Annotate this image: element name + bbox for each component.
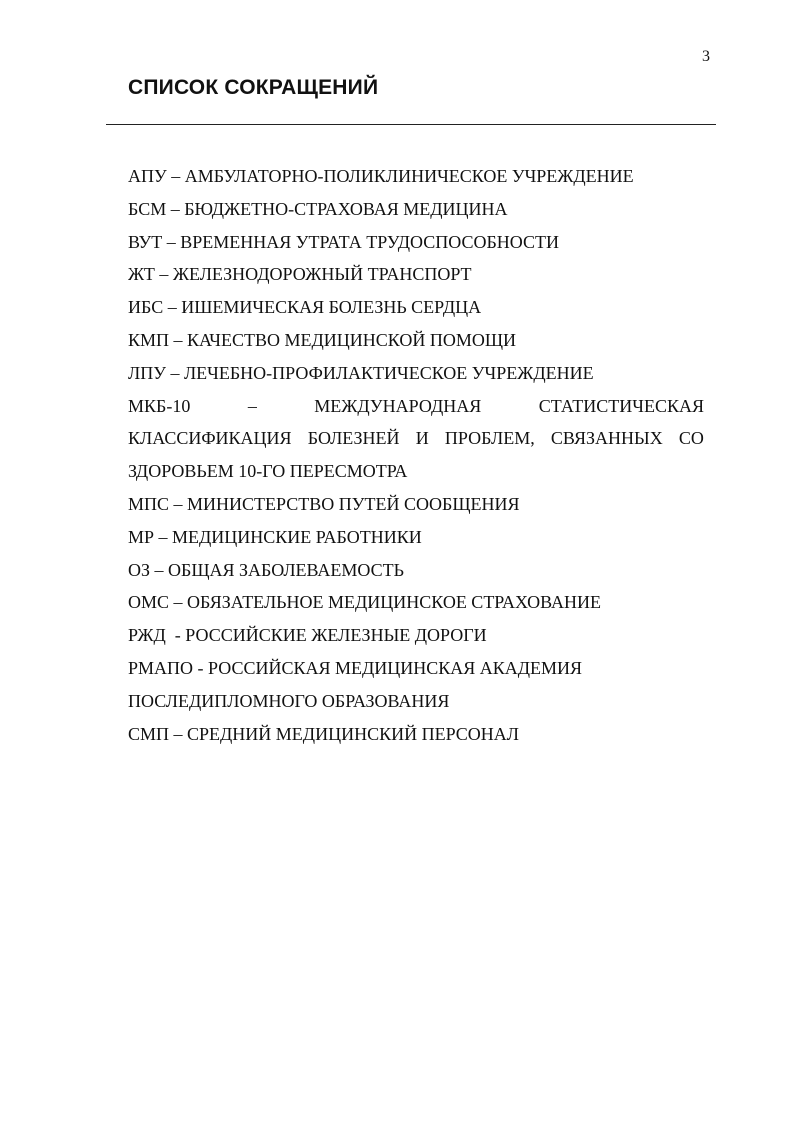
word: КЛАССИФИКАЦИЯ — [128, 428, 292, 449]
abbreviation-entry-mkb-line2 — [128, 422, 704, 455]
abbreviation-list — [128, 160, 704, 750]
word: И — [415, 428, 429, 449]
word: МЕЖДУНАРОДНАЯ — [314, 395, 482, 416]
abbreviation-entry: РЖД - РОССИЙСКИЕ ЖЕЛЕЗНЫЕ ДОРОГИ — [128, 625, 487, 646]
word: – — [247, 395, 257, 416]
title-divider — [106, 124, 716, 125]
abbreviation-entry-continuation: ПОСЛЕДИПЛОМНОГО ОБРАЗОВАНИЯ — [128, 690, 450, 711]
abbreviation-entry: ОМС – ОБЯЗАТЕЛЬНОЕ МЕДИЦИНСКОЕ СТРАХОВАНИЕ — [128, 592, 601, 613]
abbreviation-entry: РМАПО - РОССИЙСКАЯ МЕДИЦИНСКАЯ АКАДЕМИЯ — [128, 657, 583, 678]
abbreviation-entry: МПС – МИНИСТЕРСТВО ПУТЕЙ СООБЩЕНИЯ — [128, 493, 520, 514]
abbreviation-entry: АПУ – АМБУЛАТОРНО-ПОЛИКЛИНИЧЕСКОЕ УЧРЕЖДЕНИЕ — [128, 166, 634, 186]
word: БОЛЕЗНЕЙ — [307, 428, 400, 449]
page-number: 3 — [702, 48, 710, 65]
abbreviation-entry-mkb-line1 — [128, 390, 704, 423]
word: СВЯЗАННЫХ — [550, 428, 663, 449]
abbreviation-entry-mkb-line3: ЗДОРОВЬЕМ 10-ГО ПЕРЕСМОТРА — [128, 461, 408, 482]
word: ПРОБЛЕМ, — [444, 428, 535, 449]
abbreviation-entry: ВУТ – ВРЕМЕННАЯ УТРАТА ТРУДОСПОСОБНОСТИ — [128, 231, 560, 252]
page-title: СПИСОК СОКРАЩЕНИЙ — [128, 76, 379, 99]
abbreviation-entry: ИБС – ИШЕМИЧЕСКАЯ БОЛЕЗНЬ СЕРДЦА — [128, 297, 482, 318]
abbreviation-entry: БСМ – БЮДЖЕТНО-СТРАХОВАЯ МЕДИЦИНА — [128, 198, 508, 219]
abbreviation-entry: ЛПУ – ЛЕЧЕБНО-ПРОФИЛАКТИЧЕСКОЕ УЧРЕЖДЕНИЕ — [128, 362, 594, 383]
abbreviation-entry: МР – МЕДИЦИНСКИЕ РАБОТНИКИ — [128, 526, 422, 547]
abbreviation-entry: ЖТ – ЖЕЛЕЗНОДОРОЖНЫЙ ТРАНСПОРТ — [128, 264, 472, 285]
abbreviation-entry: СМП – СРЕДНИЙ МЕДИЦИНСКИЙ ПЕРСОНАЛ — [128, 723, 520, 744]
word: СТАТИСТИЧЕСКАЯ — [538, 395, 704, 416]
abbreviation-entry: КМП – КАЧЕСТВО МЕДИЦИНСКОЙ ПОМОЩИ — [128, 329, 516, 350]
abbreviation-entry: ОЗ – ОБЩАЯ ЗАБОЛЕВАЕМОСТЬ — [128, 559, 404, 580]
word: СО — [678, 428, 704, 449]
word: МКБ-10 — [128, 395, 191, 416]
